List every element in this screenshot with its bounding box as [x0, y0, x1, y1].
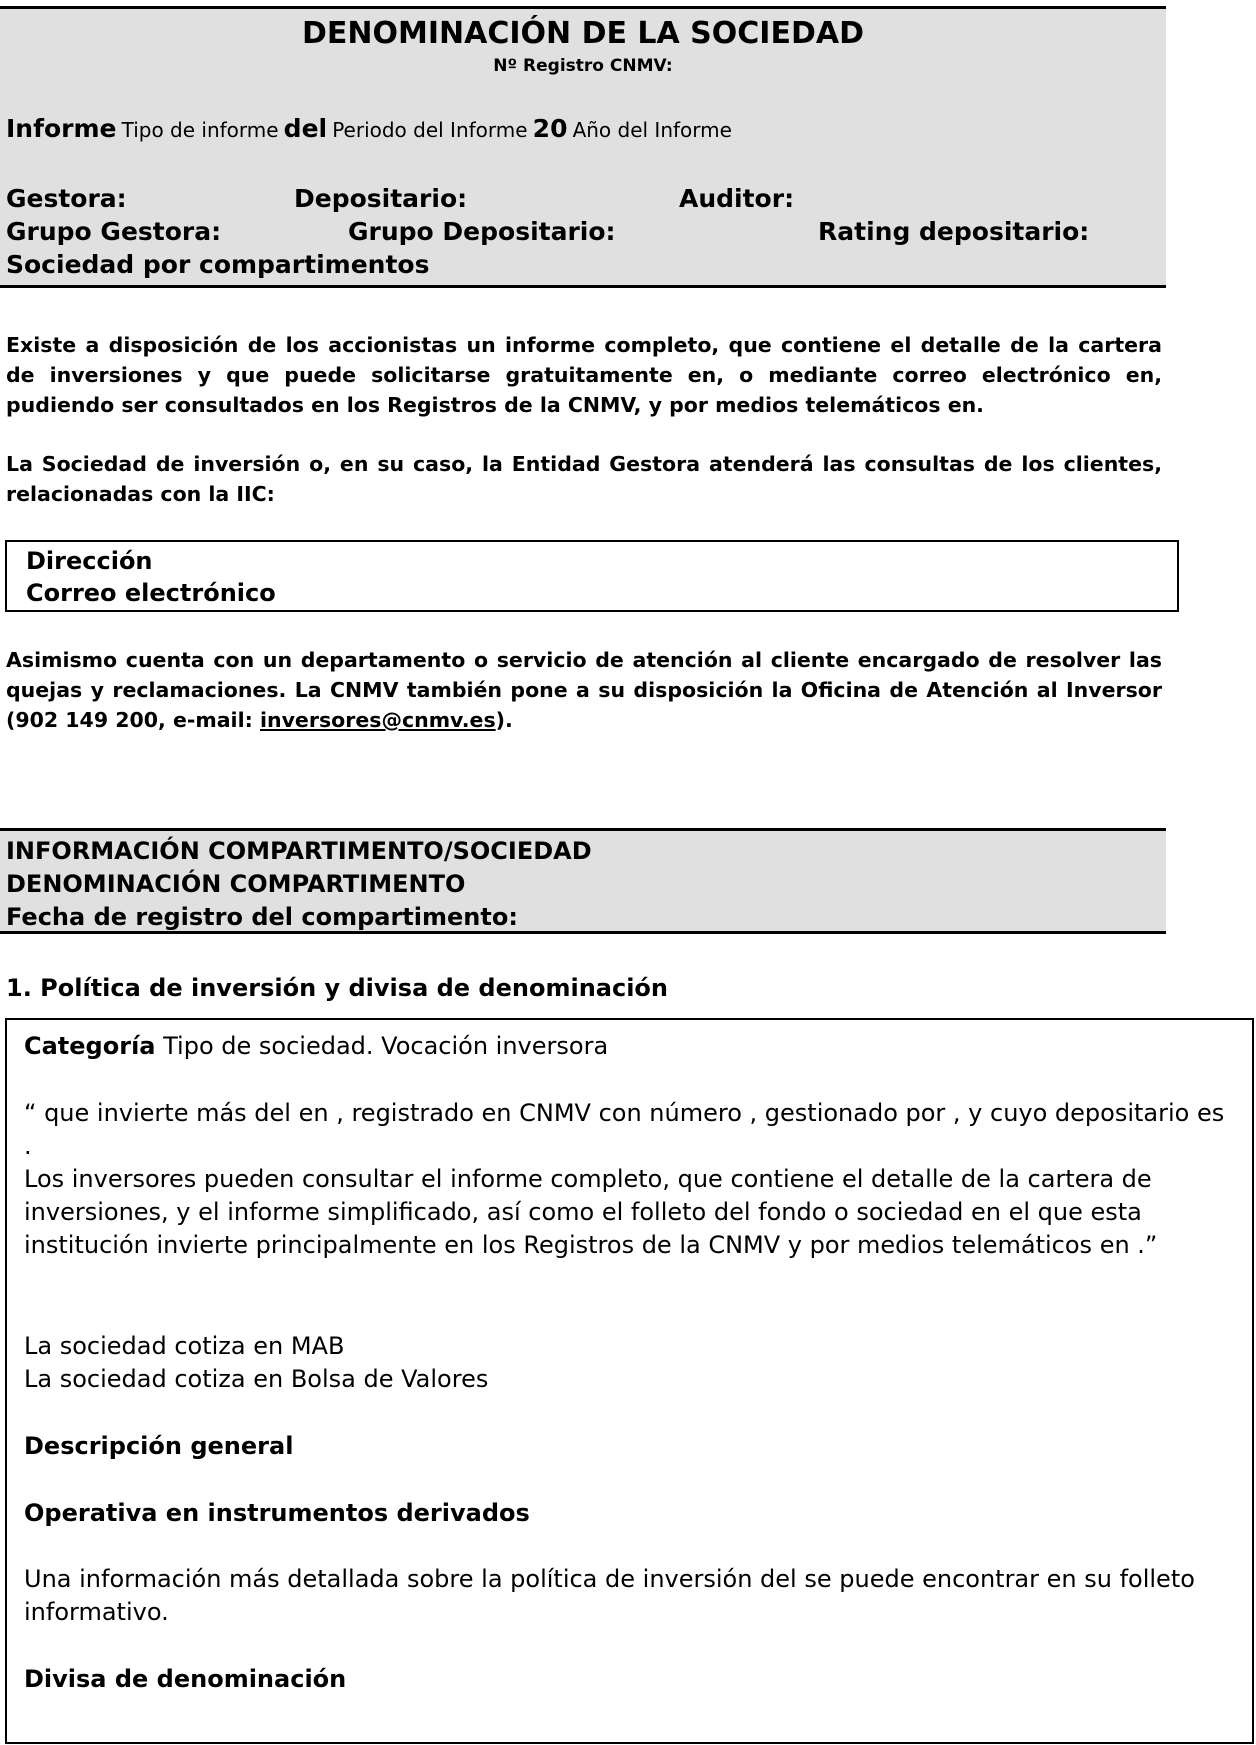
gestora-label: Gestora: [6, 184, 127, 213]
prospectus-note: Una información más detallada sobre la política de inversión del se puede encontrar en su folleto informativo. [24, 1565, 1195, 1626]
grupo-depositario-label: Grupo Depositario: [348, 217, 616, 246]
report-type-line [6, 114, 732, 143]
general-description-heading: Descripción general [24, 1432, 294, 1460]
category-label: Categoría [24, 1032, 156, 1060]
report-period: Periodo del Informe [332, 118, 528, 142]
investment-quote: “ que invierte más del en , registrado en CNMV con número , gestionado por , y cuyo depositario es . [24, 1099, 1225, 1160]
compartment-name: DENOMINACIÓN COMPARTIMENTO [6, 870, 466, 898]
availability-paragraph: Existe a disposición de los accionistas un informe completo, que contiene el detalle de la cartera de inversiones y que puede solicitarse gratuitamente en, o mediante correo electrónico en, pudiendo ser consultados en los Registros de la CNMV, y por medios telemáticos en. [6, 333, 1162, 417]
stock-exchange-listing: La sociedad cotiza en Bolsa de Valores [24, 1365, 489, 1393]
currency-heading: Divisa de denominación [24, 1665, 347, 1693]
complaints-text: Asimismo cuenta con un departamento o servicio de atención al cliente encargado de resolver las quejas y reclamaciones. La CNMV también pone a su disposición la Oficina de Atención al Inversor (902 149 200, e-mail: [6, 648, 1162, 732]
informe-label: Informe [6, 114, 117, 143]
rating-depositario-label: Rating depositario: [818, 217, 1090, 246]
grupo-gestora-label: Grupo Gestora: [6, 217, 222, 246]
company-name-title: DENOMINACIÓN DE LA SOCIEDAD [301, 16, 864, 51]
complaints-paragraph [6, 645, 1162, 735]
direccion-label: Dirección [26, 547, 153, 575]
correo-label: Correo electrónico [26, 579, 276, 607]
auditor-label: Auditor: [679, 184, 795, 213]
report-year: Año del Informe [572, 118, 732, 142]
compartment-info-title: INFORMACIÓN COMPARTIMENTO/SOCIEDAD [6, 837, 592, 865]
compartment-registration-date: Fecha de registro del compartimento: [6, 903, 518, 931]
consultations-paragraph: La Sociedad de inversión o, en su caso, la Entidad Gestora atenderá las consultas de los clientes, relacionadas con la IIC: [6, 452, 1162, 506]
cnmv-registry-number: Nº Registro CNMV: [493, 56, 673, 76]
report-type: Tipo de informe [121, 118, 279, 142]
investors-consultation-text: Los inversores pueden consultar el informe completo, que contiene el detalle de la cartera de inversiones, y el informe simplificado, así como el folleto del fondo o sociedad en el que esta institución invierte principalmente en los Registros de la CNMV y por medios telemáticos en .” [24, 1165, 1158, 1259]
mab-listing: La sociedad cotiza en MAB [24, 1332, 345, 1360]
policy-section-heading: 1. Política de inversión y divisa de denominación [6, 974, 669, 1002]
del-label: del [283, 114, 328, 143]
cnmv-email-link[interactable]: inversores@cnmv.es [259, 708, 496, 732]
contact-box [5, 540, 1179, 612]
year-prefix: 20 [532, 114, 568, 143]
compartment-info-band [0, 828, 1166, 934]
category-value: Tipo de sociedad. Vocación inversora [163, 1032, 609, 1060]
depositario-label: Depositario: [294, 184, 468, 213]
sociedad-compartimentos-label: Sociedad por compartimentos [6, 250, 430, 279]
complaints-text-end: ). [495, 708, 513, 732]
category-line [24, 1030, 608, 1063]
derivatives-heading: Operativa en instrumentos derivados [24, 1499, 530, 1527]
